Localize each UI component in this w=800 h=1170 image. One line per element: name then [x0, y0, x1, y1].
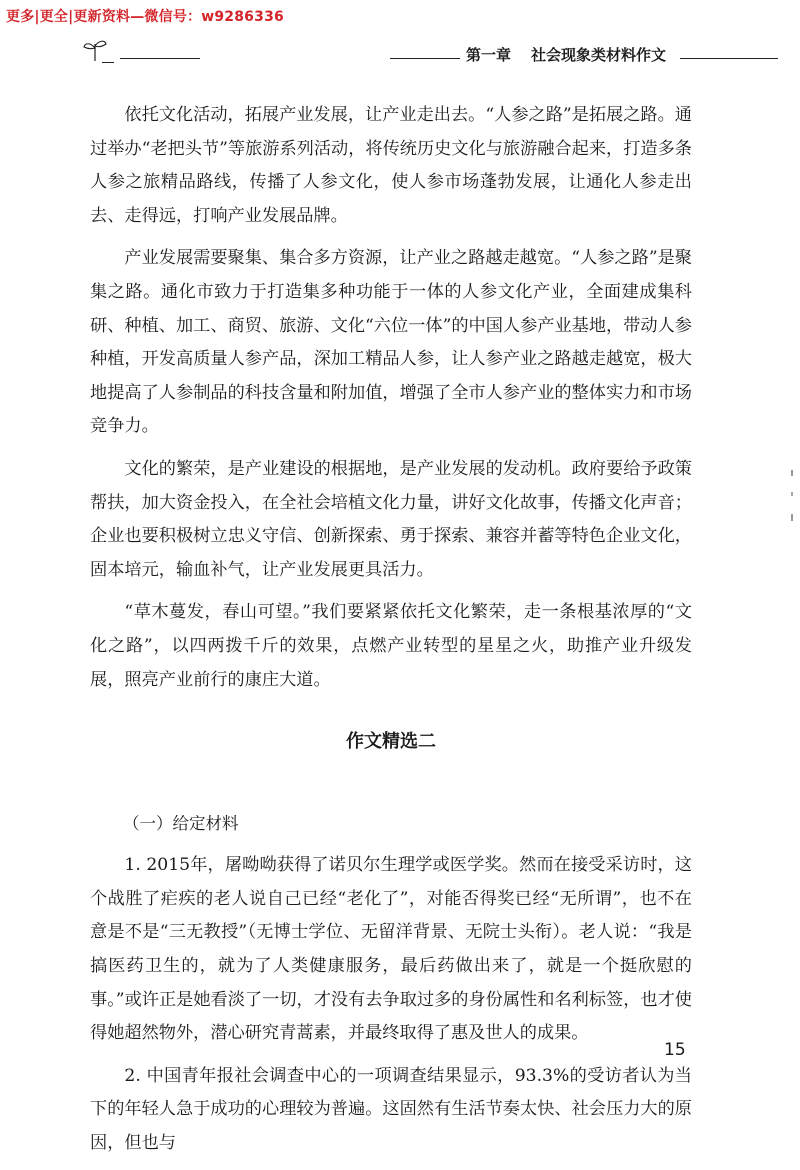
- body-paragraph: “草木蔓发，春山可望。”我们要紧紧依托文化繁荣，走一条根基浓厚的“文化之路”，以四两拨千斤的效果，点燃产业转型的星星之火，助推产业升级发展，照亮产业前行的康庄大道。: [90, 602, 692, 690]
- body-paragraph: 文化的繁荣，是产业建设的根据地，是产业发展的发动机。政府要给予政策帮扶，加大资金投入，在全社会培植文化力量，讲好文化故事，传播文化声音；企业也要积极树立忠义守信、创新探索、勇于探索、兼容并蓄等特色企业文化，固本培元，输血补气，让产业发展更具活力。: [90, 458, 692, 580]
- section-title: 作文精选二: [346, 731, 436, 753]
- header-rule: [102, 62, 114, 63]
- chapter-title: [466, 44, 666, 65]
- material-paragraph: 2. 中国青年报社会调查中心的一项调查结果显示，93.3%的受访者认为当下的年轻人急于成功的心理较为普遍。这固然有生活节奏太快、社会压力大的原因，但也与: [90, 1065, 692, 1154]
- chapter-name: 社会现象类材料作文: [531, 46, 667, 64]
- header-rule: [120, 58, 200, 59]
- subheading: （一）给定材料: [123, 813, 239, 833]
- material-paragraph: 1. 2015年，屠呦呦获得了诺贝尔生理学或医学奖。然而在接受采访时，这个战胜了疟疾的老人说自己已经“老化了”，对能否得奖已经“无所谓”，也不在意是不是“三无教授”（无博士学位、无留洋背景、无院士头衔）。老人说：“我是搞医药卫生的，就为了人类健康服务，最后药做出来了，就是一个挺欣慰的事。”或许正是她看淡了一切，才没有去争取过多的身份属性和名利标签，也才使得她超然物外，潜心研究青蒿素，并最终取得了惠及世人的成果。: [90, 855, 692, 1044]
- body-paragraph: 产业发展需要聚集、集合多方资源，让产业之路越走越宽。“人参之路”是聚集之路。通化市致力于打造集多种功能于一体的人参文化产业，全面建成集科研、种植、加工、商贸、旅游、文化“六位一体”的中国人参产业基地，带动人参种植，开发高质量人参产品，深加工精品人参，让人参产业之路越走越宽，极大地提高了人参制品的科技含量和附加值，增强了全市人参产业的整体实力和市场竞争力。: [90, 248, 692, 437]
- page-body: [90, 99, 692, 1170]
- running-header: [60, 38, 778, 68]
- scan-edge-marks: [791, 470, 794, 530]
- body-paragraph: 依托文化活动，拓展产业发展，让产业走出去。“人参之路”是拓展之路。通过举办“老把头节”等旅游系列活动，将传统历史文化与旅游融合起来，打造多条人参之旅精品路线，传播了人参文化，使人参市场蓬勃发展，让通化人参走出去、走得远，打响产业发展品牌。: [90, 105, 692, 226]
- chapter-number: 第一章: [466, 46, 512, 64]
- leaf-icon: [82, 38, 108, 62]
- header-rule: [680, 58, 778, 59]
- page-number: 15: [664, 1040, 686, 1060]
- watermark-text: 更多|更全|更新资料—微信号：w9286336: [6, 9, 284, 25]
- header-rule: [390, 58, 460, 59]
